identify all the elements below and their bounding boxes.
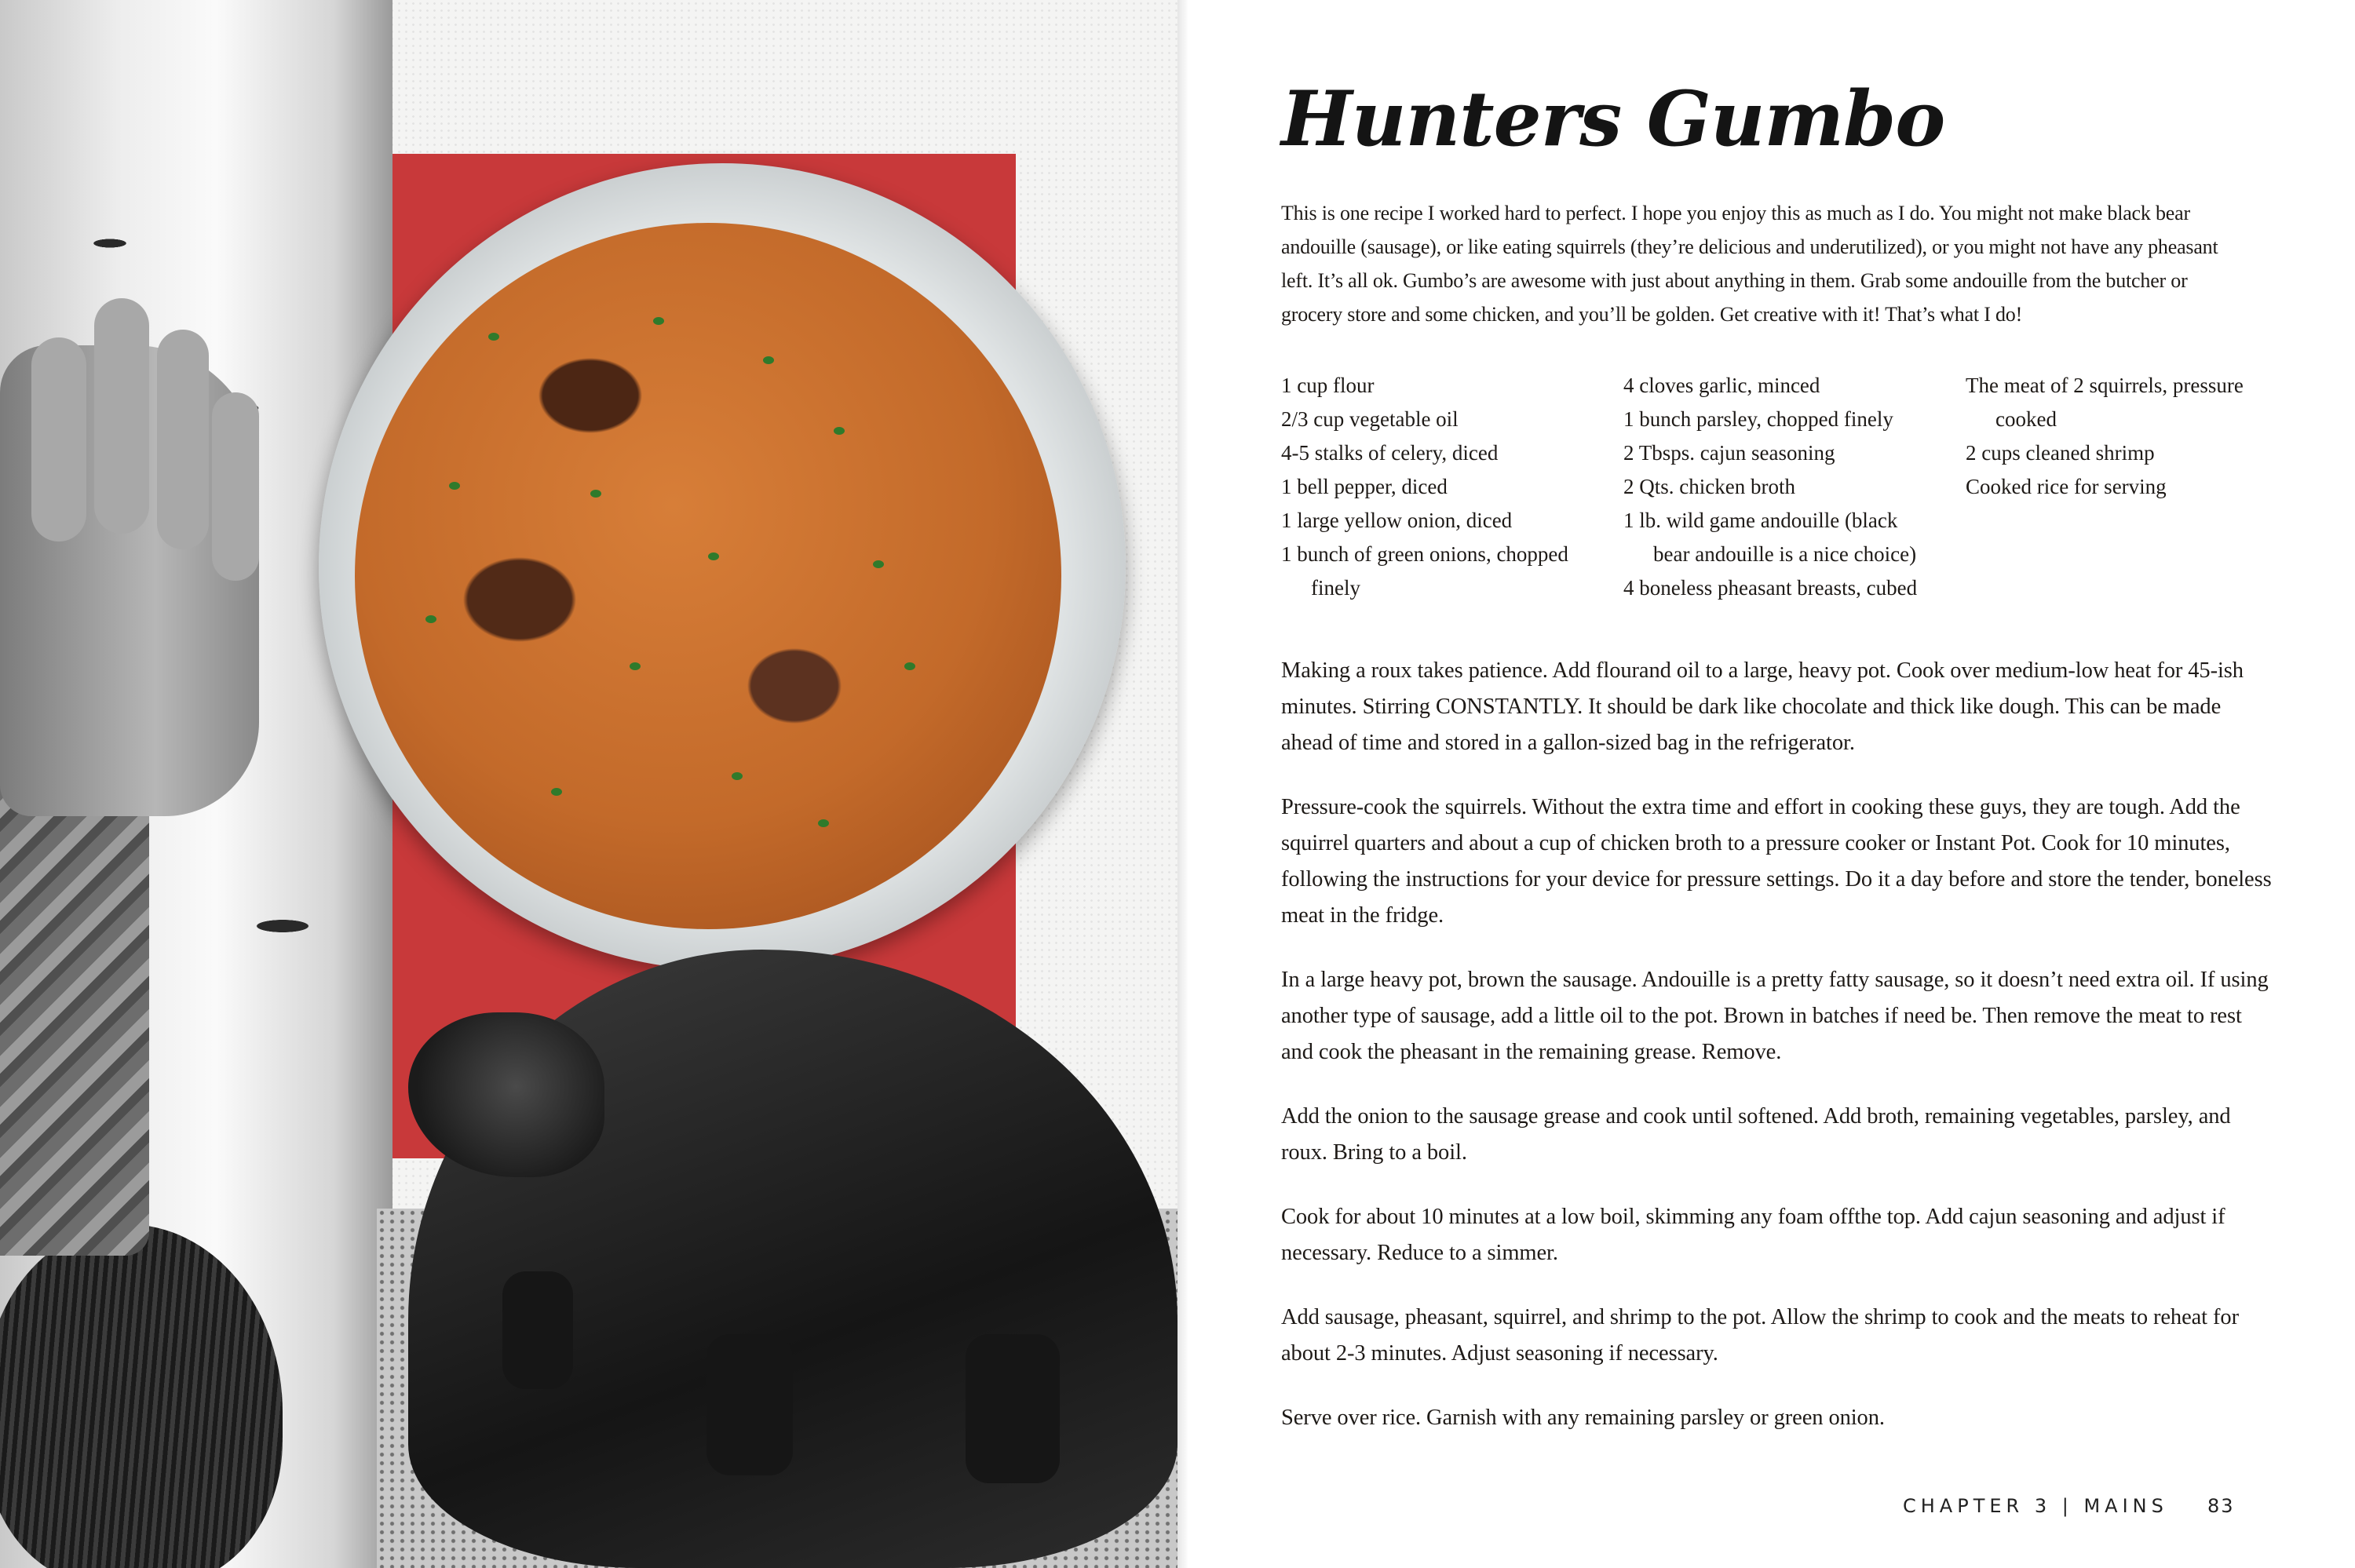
ingredient-item: 2 Qts. chicken broth bbox=[1623, 475, 1795, 498]
step-paragraph: Pressure-cook the squirrels. Without the extra time and effort in cooking these guys, they are tough. Add the squirrel quarters and about a cup of chicken broth to a pressure cooker or Instant Pot. Cook for 10 minutes, following the instructions for your device for pressure settings. Do it a day before and store the tender, boneless meat in the fridge. bbox=[1281, 795, 2272, 928]
step-paragraph: Add sausage, pheasant, squirrel, and shrimp to the pot. Allow the shrimp to cook and the meats to reheat for about 2-3 minutes. Adjust seasoning if necessary. bbox=[1281, 1305, 2239, 1366]
ingredient-item: 1 large yellow onion, diced bbox=[1281, 509, 1513, 532]
bear-leg bbox=[966, 1334, 1060, 1483]
bear-leg bbox=[502, 1271, 573, 1389]
gumbo-photo bbox=[355, 223, 1061, 929]
ingredient-item: 2/3 cup vegetable oil bbox=[1281, 407, 1459, 431]
chapter-footer: CHAPTER 3 | MAINS bbox=[1903, 1495, 2168, 1517]
ingredient-item: 1 bunch parsley, chopped finely bbox=[1623, 407, 1893, 431]
ingredient-item: 1 lb. wild game andouille (black bear andouille is a nice choice) bbox=[1623, 509, 1917, 566]
page-gutter bbox=[1178, 0, 1188, 1568]
ingredients-column-1 bbox=[1281, 369, 1587, 605]
ingredient-item: 4-5 stalks of celery, diced bbox=[1281, 441, 1499, 465]
step-paragraph: Add the onion to the sausage grease and cook until softened. Add broth, remaining vegetables, parsley, and roux. Bring to a boil. bbox=[1281, 1104, 2231, 1165]
step-paragraph: In a large heavy pot, brown the sausage. Andouille is a pretty fatty sausage, so it doesn’t need extra oil. If using another type of sausage, add a little oil to the pot. Brown in batches if need be. Then remove the meat to rest and cook the pheasant in the remaining grease. Remove. bbox=[1281, 968, 2269, 1064]
page-number: 83 bbox=[2207, 1495, 2235, 1517]
recipe-intro: This is one recipe I worked hard to perfect. I hope you enjoy this as much as I do. You might not make black bear andouille (sausage), or like eating squirrels (they’re delicious and underutilized), or you might not have any pheasant left. It’s all ok. Gumbo’s are awesome with just about anything in them. Grab some andouille from the butcher or grocery store and some chicken, and you’ll be golden. Get creative with it! That’s what I do! bbox=[1281, 202, 2218, 326]
ingredients-column-2 bbox=[1623, 369, 1937, 605]
step-paragraph: Serve over rice. Garnish with any remaining parsley or green onion. bbox=[1281, 1406, 1885, 1430]
ingredient-item: 4 cloves garlic, minced bbox=[1623, 374, 1820, 397]
ingredient-item: 2 Tbsps. cajun seasoning bbox=[1623, 441, 1835, 465]
ingredient-item: 4 boneless pheasant breasts, cubed bbox=[1623, 576, 1918, 600]
ingredients-column-3 bbox=[1966, 369, 2272, 504]
ingredient-item: The meat of 2 squirrels, pressure cooked bbox=[1966, 374, 2244, 431]
recipe-title: Hunters Gumbo bbox=[1281, 75, 1945, 163]
ingredient-item: Cooked rice for serving bbox=[1966, 475, 2167, 498]
ingredient-item: 2 cups cleaned shrimp bbox=[1966, 441, 2155, 465]
camo-sleeve-photo bbox=[0, 753, 149, 1256]
step-paragraph: Making a roux takes patience. Add flourand oil to a large, heavy pot. Cook over medium-low heat for 45-ish minutes. Stirring CONSTANTLY. It should be dark like chocolate and thick like dough. This can be made ahead of time and stored in a gallon-sized bag in the refrigerator. bbox=[1281, 658, 2244, 755]
hand-photo bbox=[0, 345, 259, 816]
ingredient-item: 1 cup flour bbox=[1281, 374, 1375, 397]
bear-leg bbox=[706, 1334, 793, 1475]
recipe-steps bbox=[1281, 653, 2274, 1464]
ingredient-item: 1 bunch of green onions, chopped finely bbox=[1281, 542, 1568, 600]
ingredient-item: 1 bell pepper, diced bbox=[1281, 475, 1448, 498]
step-paragraph: Cook for about 10 minutes at a low boil, skimming any foam offthe top. Add cajun seasoning and adjust if necessary. Reduce to a simmer. bbox=[1281, 1205, 2225, 1265]
